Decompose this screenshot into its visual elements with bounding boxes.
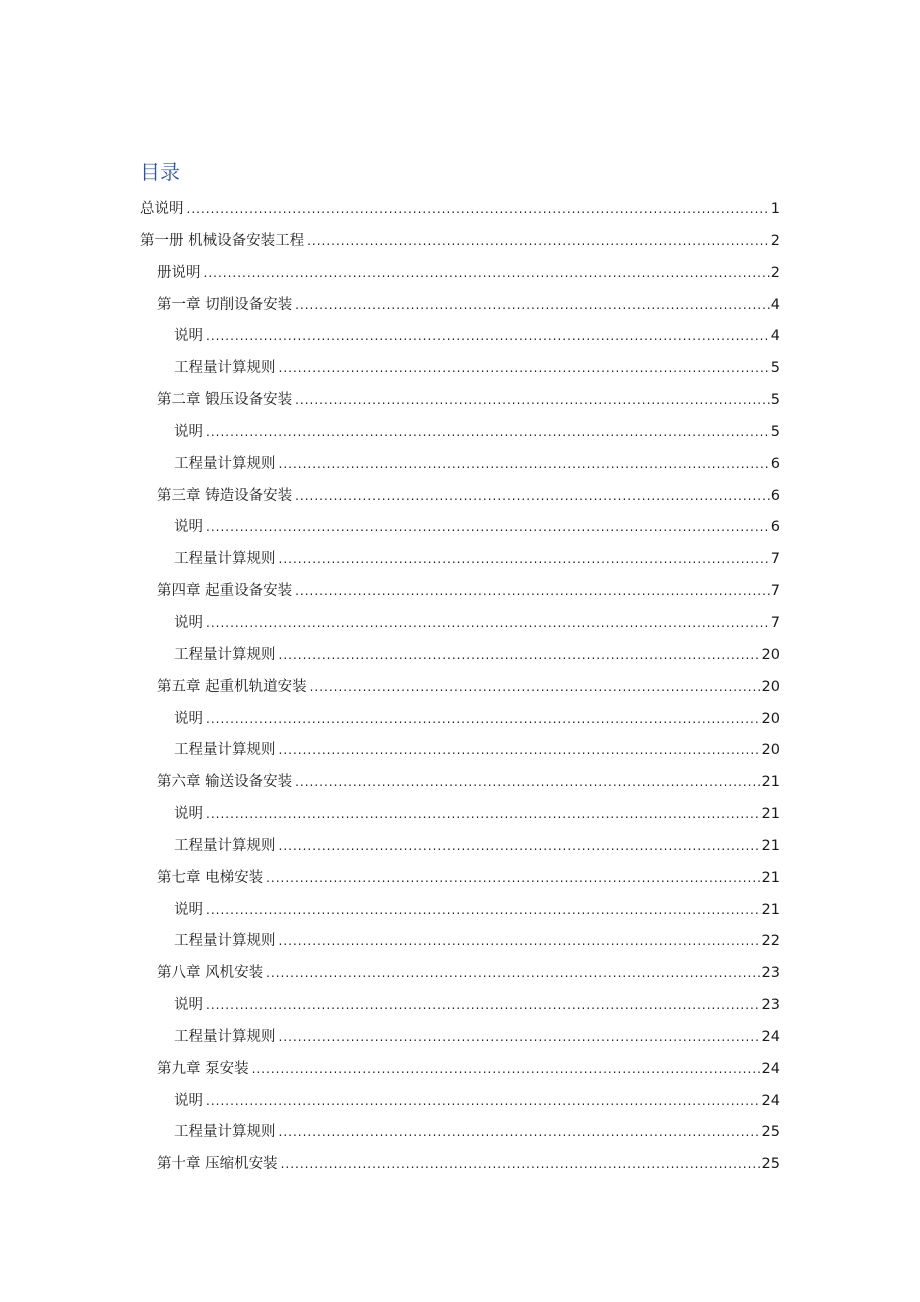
toc-dot-leader [279,1117,761,1149]
toc-entry-title: 第八章 风机安装 [157,965,264,982]
toc-entry[interactable] [140,385,780,417]
toc-dot-leader [307,226,770,258]
toc-entry-title: 工程量计算规则 [174,551,276,568]
toc-page-number: 20 [761,678,780,695]
toc-dot-leader [295,767,760,799]
toc-dot-leader [206,704,761,736]
toc-page-number: 1 [770,201,780,217]
toc-dot-leader [206,321,770,353]
toc-entry[interactable] [140,290,780,322]
toc-page-number: 21 [761,837,780,854]
toc-dot-leader [279,544,770,576]
toc-page-number: 7 [770,551,780,568]
toc-entry[interactable] [140,672,780,704]
toc-entry[interactable] [140,544,780,576]
toc-entry[interactable] [140,353,780,385]
toc-page-number: 5 [770,423,780,440]
toc-dot-leader [206,608,770,640]
toc-dot-leader [252,1054,761,1086]
toc-entry[interactable] [140,926,780,958]
toc-dot-leader [206,895,761,927]
toc-dot-leader [206,1086,761,1118]
toc-entry-title: 说明 [174,997,203,1014]
toc-dot-leader [187,194,770,226]
toc-entry[interactable] [140,449,780,481]
toc-dot-leader [279,735,761,767]
toc-entry-title: 第一册 机械设备安装工程 [140,232,305,249]
toc-page-number: 6 [770,455,780,472]
toc-dot-leader [279,926,761,958]
toc-entry-title: 第六章 输送设备安装 [157,774,293,791]
toc-page-number: 7 [770,583,780,600]
toc-page-number: 21 [761,901,780,918]
toc-dot-leader [279,640,761,672]
toc-entry-title: 说明 [174,710,203,727]
toc-entry-title: 册说明 [157,264,201,281]
toc-page-number: 2 [770,232,780,249]
toc-entry[interactable] [140,958,780,990]
toc-dot-leader [295,481,770,513]
toc-dot-leader [279,353,770,385]
toc-entry-title: 第三章 铸造设备安装 [157,487,293,504]
toc-entry[interactable] [140,1149,780,1181]
toc-entry-title: 说明 [174,423,203,440]
toc-list [140,194,780,1181]
toc-entry[interactable] [140,640,780,672]
toc-page-number: 23 [761,965,780,982]
toc-entry-title: 说明 [174,1092,203,1109]
toc-entry[interactable] [140,863,780,895]
toc-dot-leader [206,799,761,831]
toc-entry-title: 第九章 泵安装 [157,1060,249,1077]
toc-entry[interactable] [140,735,780,767]
toc-dot-leader [279,831,761,863]
toc-entry[interactable] [140,990,780,1022]
toc-entry[interactable] [140,895,780,927]
toc-dot-leader [295,385,770,417]
toc-page-number: 23 [761,997,780,1014]
toc-entry[interactable] [140,321,780,353]
toc-entry[interactable] [140,258,780,290]
toc-page-number: 7 [770,614,780,631]
toc-entry-title: 说明 [174,901,203,918]
toc-dot-leader [206,990,761,1022]
toc-entry-title: 工程量计算规则 [174,837,276,854]
toc-dot-leader [279,449,770,481]
toc-page-number: 5 [770,392,780,409]
toc-entry[interactable] [140,226,780,258]
toc-entry-title: 工程量计算规则 [174,455,276,472]
toc-page-number: 5 [770,360,780,377]
toc-entry[interactable] [140,831,780,863]
toc-page-number: 4 [770,328,780,345]
toc-page-number: 25 [761,1124,780,1141]
toc-entry-title: 第一章 切削设备安装 [157,296,293,313]
toc-dot-leader [295,576,770,608]
toc-entry-title: 总说明 [140,201,184,217]
toc-dot-leader [206,512,770,544]
toc-entry-title: 说明 [174,614,203,631]
toc-dot-leader [266,863,760,895]
toc-entry-title: 工程量计算规则 [174,646,276,663]
toc-entry[interactable] [140,1117,780,1149]
toc-page-number: 24 [761,1028,780,1045]
toc-entry-title: 工程量计算规则 [174,360,276,377]
toc-page-number: 24 [761,1060,780,1077]
toc-entry[interactable] [140,1086,780,1118]
toc-entry[interactable] [140,576,780,608]
toc-entry-title: 第五章 起重机轨道安装 [157,678,307,695]
toc-page-number: 20 [761,742,780,759]
toc-entry-title: 工程量计算规则 [174,1124,276,1141]
toc-dot-leader [295,290,770,322]
toc-entry[interactable] [140,767,780,799]
toc-entry[interactable] [140,1022,780,1054]
toc-page-number: 21 [761,869,780,886]
toc-page-number: 6 [770,487,780,504]
toc-page-number: 21 [761,806,780,823]
toc-title: 目录 [140,160,180,184]
toc-entry-title: 工程量计算规则 [174,742,276,759]
toc-entry[interactable] [140,608,780,640]
toc-entry-title: 说明 [174,328,203,345]
toc-dot-leader [281,1149,761,1181]
toc-page-number: 6 [770,519,780,536]
toc-dot-leader [279,1022,761,1054]
toc-entry[interactable] [140,512,780,544]
toc-page-number: 25 [761,1156,780,1173]
toc-entry-title: 第四章 起重设备安装 [157,583,293,600]
toc-entry-title: 工程量计算规则 [174,1028,276,1045]
toc-entry[interactable] [140,799,780,831]
toc-entry[interactable] [140,1054,780,1086]
toc-page-number: 2 [770,264,780,281]
toc-entry[interactable] [140,704,780,736]
toc-entry-title: 第二章 锻压设备安装 [157,392,293,409]
toc-entry-title: 第十章 压缩机安装 [157,1156,278,1173]
toc-entry-title: 说明 [174,806,203,823]
toc-dot-leader [204,258,770,290]
toc-entry[interactable] [140,481,780,513]
toc-entry-title: 说明 [174,519,203,536]
toc-page-number: 22 [761,933,780,950]
toc-entry-title: 第七章 电梯安装 [157,869,264,886]
toc-entry[interactable] [140,417,780,449]
toc-page-number: 4 [770,296,780,313]
toc-dot-leader [310,672,761,704]
toc-entry[interactable] [140,194,780,226]
toc-page-number: 24 [761,1092,780,1109]
toc-dot-leader [206,417,770,449]
toc-page-number: 21 [761,774,780,791]
toc-entry-title: 工程量计算规则 [174,933,276,950]
toc-page-number: 20 [761,710,780,727]
toc-page-number: 20 [761,646,780,663]
toc-dot-leader [266,958,760,990]
